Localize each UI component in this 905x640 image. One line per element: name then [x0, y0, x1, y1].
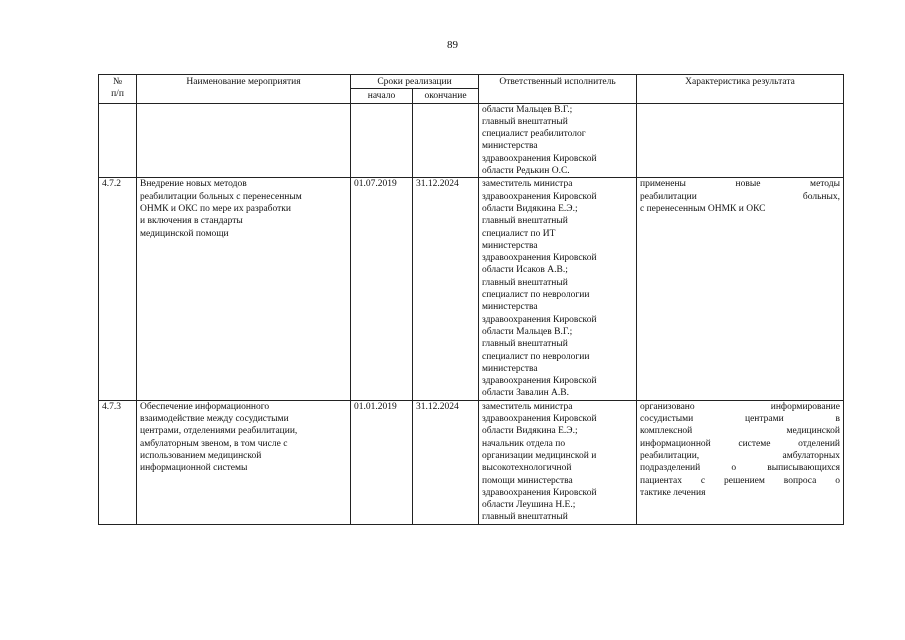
- cell-line: организовано информирование: [640, 401, 840, 412]
- end-date: 31.12.2024: [413, 400, 479, 524]
- cell-line: взаимодействие между сосудистыми: [140, 414, 289, 425]
- cell-line: министерства: [482, 141, 538, 152]
- start-date: [351, 103, 413, 178]
- cell-line: здравоохранения Кировской: [482, 376, 597, 387]
- cell-line: использованием медицинской: [140, 450, 262, 461]
- cell-line: заместитель министра: [482, 179, 573, 190]
- cell-line: области Видякина Е.Э.;: [482, 426, 578, 437]
- cell-line: области Леушина Н.Е.;: [482, 500, 576, 511]
- cell-line: специалист по неврологии: [482, 351, 590, 362]
- end-date: 31.12.2024: [413, 178, 479, 400]
- cell-line: с перенесенным ОНМК и ОКС: [640, 203, 766, 214]
- cell-line: подразделений о выписывающихся: [640, 463, 840, 474]
- header-num-line1: №: [112, 77, 123, 87]
- cell-line: специалист реабилитолог: [482, 129, 586, 140]
- cell-line: и включения в стандарты: [140, 216, 243, 227]
- page-number: 89: [447, 39, 458, 51]
- cell-line: здравоохранения Кировской: [482, 253, 597, 264]
- cell-line: министерства: [482, 363, 538, 374]
- cell-line: здравоохранения Кировской: [482, 191, 597, 202]
- row-number: 4.7.3: [99, 400, 137, 524]
- row-number: [99, 103, 137, 178]
- cell-line: специалист по неврологии: [482, 290, 590, 301]
- header-num: [99, 75, 137, 104]
- cell-line: реабилитации больных,: [640, 191, 840, 202]
- responsible-executor: [479, 400, 637, 524]
- cell-line: области Исаков А.В.;: [482, 265, 568, 276]
- cell-line: ОНМК и ОКС по мере их разработки: [140, 203, 291, 214]
- header-end: окончание: [413, 89, 479, 103]
- header-start: начало: [351, 89, 413, 103]
- header-responsible: Ответственный исполнитель: [479, 75, 637, 104]
- responsible-executor: [479, 103, 637, 178]
- table-row: [99, 178, 844, 400]
- cell-line: пациентах с решением вопроса о: [640, 475, 840, 486]
- cell-line: заместитель министра: [482, 401, 573, 412]
- cell-line: главный внештатный: [482, 277, 568, 288]
- cell-line: здравоохранения Кировской: [482, 314, 597, 325]
- cell-line: реабилитации больных с перенесенным: [140, 191, 302, 202]
- cell-line: здравоохранения Кировской: [482, 487, 597, 498]
- cell-line: здравоохранения Кировской: [482, 153, 597, 164]
- cell-line: реабилитации, амбулаторных: [640, 450, 840, 461]
- result-description: [637, 178, 844, 400]
- start-date: 01.01.2019: [351, 400, 413, 524]
- cell-line: области Видякина Е.Э.;: [482, 203, 578, 214]
- cell-line: медицинской помощи: [140, 228, 229, 239]
- activity-name: [137, 103, 351, 178]
- cell-line: министерства: [482, 302, 538, 313]
- cell-line: информационной системы: [140, 463, 248, 474]
- header-name: Наименование мероприятия: [137, 75, 351, 104]
- start-date: 01.07.2019: [351, 178, 413, 400]
- cell-line: области Завалин А.В.: [482, 388, 569, 399]
- cell-line: амбулаторным звеном, в том числе с: [140, 438, 288, 449]
- cell-line: главный внештатный: [482, 216, 568, 227]
- cell-line: области Мальцев В.Г.;: [482, 104, 573, 115]
- cell-line: комплексной медицинской: [640, 426, 840, 437]
- cell-line: области Мальцев В.Г.;: [482, 326, 573, 337]
- cell-line: начальник отдела по: [482, 438, 566, 449]
- table-row: [99, 103, 844, 178]
- cell-line: высокотехнологичной: [482, 463, 572, 474]
- cell-line: информационной системе отделений: [640, 438, 840, 449]
- activity-name: [137, 400, 351, 524]
- plan-table: [98, 74, 844, 525]
- cell-line: главный внештатный: [482, 339, 568, 350]
- cell-line: организации медицинской и: [482, 450, 597, 461]
- cell-line: Обеспечение информационного: [140, 401, 270, 412]
- cell-line: главный внештатный: [482, 512, 568, 523]
- cell-line: применены новые методы: [640, 179, 840, 190]
- row-number: 4.7.2: [99, 178, 137, 400]
- cell-line: специалист по ИТ: [482, 228, 556, 239]
- cell-line: тактике лечения: [640, 487, 706, 498]
- end-date: [413, 103, 479, 178]
- cell-line: здравоохранения Кировской: [482, 414, 597, 425]
- header-result: Характеристика результата: [637, 75, 844, 104]
- cell-line: центрами, отделениями реабилитации,: [140, 426, 298, 437]
- cell-line: области Редькин О.С.: [482, 166, 570, 177]
- activity-name: [137, 178, 351, 400]
- cell-line: Внедрение новых методов: [140, 179, 247, 190]
- table-row: [99, 400, 844, 524]
- cell-line: главный внештатный: [482, 116, 568, 127]
- cell-line: помощи министерства: [482, 475, 573, 486]
- header-num-line2: п/п: [111, 89, 124, 100]
- cell-line: сосудистыми центрами в: [640, 414, 840, 425]
- cell-line: министерства: [482, 240, 538, 251]
- header-terms: Сроки реализации: [351, 75, 479, 89]
- responsible-executor: [479, 178, 637, 400]
- result-description: [637, 103, 844, 178]
- result-description: [637, 400, 844, 524]
